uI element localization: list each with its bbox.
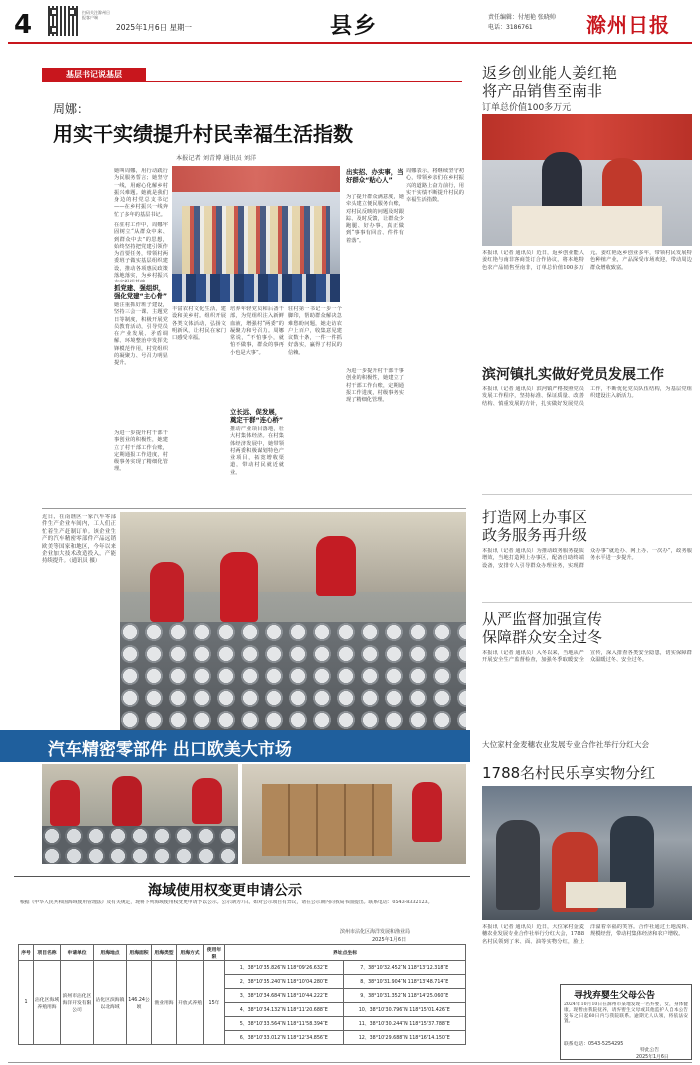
coord-3: 4、38°10'34.132″N 118°11'20.688″E <box>225 1003 344 1017</box>
notice-title: 海域使用权变更申请公示 <box>148 883 302 899</box>
lost-notice-title: 寻找弃婴生父母公告 <box>574 991 656 1001</box>
column-banner-label: 基层书记说基层 <box>66 70 122 79</box>
coord-6: 7、38°10'32.452″N 118°13'12.318″E <box>343 961 466 975</box>
page-header <box>0 0 700 44</box>
coord-2: 3、38°10'34.684″N 118°10'44.222″E <box>225 989 344 1003</box>
notice-th-0: 序号 <box>19 945 34 961</box>
right-bottom-body: 本报讯（记者 通讯员）近日，大位家村金麦穗农业发展专业合作社举行分红大会，1788名村民领到了米、面、油等实物分红，脸上洋溢着幸福的笑容。合作社通过土地流转、规模经营，带动村集体经济和农户增收。 <box>482 924 692 945</box>
coord-4: 5、38°10'33.564″N 118°11'58.394″E <box>225 1017 344 1031</box>
phone-number: 电话：3186761 <box>488 24 533 31</box>
column-banner <box>42 68 146 81</box>
lead-photo <box>172 166 340 302</box>
qr-caption: 扫码关注滁州日报客户端 <box>82 10 110 20</box>
header-rule <box>8 42 692 44</box>
lost-notice-issuer: 特此公告 <box>640 1048 660 1053</box>
coord-5: 6、38°10'33.012″N 118°12'34.856″E <box>225 1031 344 1045</box>
table-row <box>19 961 466 975</box>
lead-body-5: 推动产业项目落地，壮大村集体经济。在村集体经济发展中，她带领村两委积极谋划特色产业项目，拓宽增收渠道，带动村民就近就业。 <box>230 426 284 476</box>
right-top-body: 本报讯（记者 通讯员）近日，返乡创业能人姜红艳与南非客商签订合作协议，将本地特色农产品销售至南非，订单总价值100多万元。姜红艳返乡创业多年，带领村民发展特色种植产业，产品深受市场欢迎，带动周边群众增收致富。 <box>482 250 692 271</box>
lost-notice-body: 2024年10月10日在滁州市某地发现一名弃婴，女，身体健康。现暂由我院抚养，请弃婴生父母或其他监护人自本公告发布之日起60日内与我院联系。逾期无人认领，将依法安置。 <box>564 1002 688 1025</box>
lead-body-7: 驻村第一书记一步一个脚印，帮助群众解决急难愁盼问题，她走访农户上百户，收集意见建议数十条，一件一件抓好落实，赢得了村民的信赖。 <box>288 306 342 356</box>
notice-body: 根据《中华人民共和国海域使用管理法》及有关规定，现将下列海域使用权变更申请予以公示。公示期为7日。如对公示项目有异议，请在公示期内向我局书面提出。联系电话：0543-8332123。 <box>20 900 433 905</box>
notice-th-1: 项目名称 <box>34 945 61 961</box>
lead-byline: 本报记者 刘青博 通讯员 刘洋 <box>176 155 257 162</box>
editor-credit: 责任编辑：付旭艳 张晓帅 <box>488 14 556 21</box>
lead-body-9: 周娜表示，将继续坚守初心，带领乡亲们在乡村振兴的道路上奋力前行，用实干实绩不断提升村民的幸福生活指数。 <box>406 168 464 204</box>
publish-date: 2025年1月6日 星期一 <box>116 23 193 32</box>
notice-th-5: 用海类型 <box>152 945 177 961</box>
coord-11: 12、38°10'29.688″N 118°16'14.150″E <box>343 1031 466 1045</box>
notice-td-3: 沾化区滨海镇以北海域 <box>94 961 127 1045</box>
auto-parts-caption: 近日，在南谯区一家汽车零部件生产企业车间内，工人们正忙着生产赶制订单。该企业生产的汽车精密零部件产品远销欧美等国家和地区，今年以来企业加大技术改造投入，产能持续提升。（通讯员 摄） <box>42 514 116 565</box>
lead-subhead-3: 出实招、办实事，当好群众“贴心人” <box>346 168 404 184</box>
coord-0: 1、38°10'35.826″N 118°09'26.632″E <box>225 961 344 975</box>
auto-parts-photo-3 <box>242 764 466 864</box>
lead-subhead-2: 立长远、促发展，奠定干群“连心桥” <box>230 408 284 424</box>
notice-td-6: 开放式养殖 <box>177 961 204 1045</box>
lead-intro: 她叫周娜，用行动践行为民服务誓言；她坚守一线，用耐心化解乡村振兴难题。她就是我们身边的村党总支书记——在乡村振兴一线奔忙了多年的基层书记。 <box>114 168 168 218</box>
coord-1: 2、38°10'35.240″N 118°10'04.280″E <box>225 975 344 989</box>
notice-th-2: 申请单位 <box>61 945 94 961</box>
auto-parts-main-photo <box>120 512 466 730</box>
notice-issuer: 滨州市沾化区海洋发展和渔业局 <box>340 929 411 935</box>
notice-table <box>18 944 466 1045</box>
lead-body-4: 培养年轻党员和后备干部，为党组织注入新鲜血液，增强村“两委”的凝聚力和号召力。周娜常说，“不怕事小，就怕不做事，群众的事再小也是大事”。 <box>230 306 284 356</box>
right-top-headline-1: 返乡创业能人姜红艳 <box>482 64 618 82</box>
page-number: 4 <box>14 10 33 40</box>
right-rule-1 <box>482 494 692 495</box>
lead-kicker: 周娜： <box>53 102 90 116</box>
right-mid3-headline-2: 保障群众安全过冬 <box>482 628 603 646</box>
coord-7: 8、38°10'31.904″N 118°13'48.714″E <box>343 975 466 989</box>
paper-logo: 滁州日报 <box>586 13 670 37</box>
right-mid2-body: 本报讯（记者 通讯员）为推动政务服务提质增效，当地打造网上办事区，配备自助终端设备，安排专人引导群众办理业务，实现群众办事“就近办、网上办、一次办”，政务服务水平进一步提升。 <box>482 548 692 569</box>
footer-rule <box>8 1062 692 1063</box>
notice-td-2: 滨州市沾化区海洋开发有限公司 <box>61 961 94 1045</box>
right-bottom-photo <box>482 786 692 920</box>
right-mid2-headline-1: 打造网上办事区 <box>482 508 588 526</box>
banner-rule <box>42 81 462 82</box>
notice-th-8: 界址点坐标 <box>225 945 466 961</box>
coord-10: 11、38°10'30.244″N 118°15'37.788″E <box>343 1017 466 1031</box>
right-mid2-headline-2: 政务服务再升级 <box>482 526 588 544</box>
lead-body-8: 为了提升群众满意度，她牵头建立便民服务台账，对村民反映的问题及时跟踪、及时反馈，让群众少跑腿、好办事，真正做到“事事有回音、件件有着落”。 <box>346 194 404 244</box>
coord-8: 9、38°10'31.352″N 118°14'25.060″E <box>343 989 466 1003</box>
notice-th-7: 使用年限 <box>204 945 225 961</box>
lead-body-1: 在驻村工作中，周娜牢固树立“从群众中来、到群众中去”的思想，始终坚持把党建引领作为首要任务，带领村两委班子做实基层组织建设，推动各项惠民政策落地落实，为乡村振兴 <box>114 222 168 280</box>
notice-top-rule <box>14 876 470 877</box>
coord-9: 10、38°10'30.796″N 118°15'01.426″E <box>343 1003 466 1017</box>
notice-td-0: 1 <box>19 961 34 1045</box>
notice-th-4: 用海面积 <box>127 945 152 961</box>
right-bottom-headline: 1788名村民乐享实物分红 <box>482 764 656 782</box>
notice-date: 2025年1月6日 <box>372 937 407 943</box>
lead-body-9b: 为进一步提升村干部干事创业的积极性，她建立了村干部工作台账，定期通报工作进度，村级事务实现了精细化管理。 <box>346 368 404 404</box>
right-top-photo <box>482 114 692 246</box>
notice-td-5: 渔业用海 <box>152 961 177 1045</box>
lost-notice-contact: 联系电话：0543-5254295 <box>564 1042 624 1047</box>
lost-notice-date: 2025年1月6日 <box>636 1055 669 1060</box>
notice-th-6: 用海方式 <box>177 945 204 961</box>
right-mid1-body: 本报讯（记者 通讯员）滨河镇严格按照党员发展工作程序，坚持标准、保证质量、改善结构、慎重发展的方针，扎实做好发展党员工作，不断优化党员队伍结构，为基层党组织建设注入新活力。 <box>482 386 692 407</box>
right-mid1-headline: 滨河镇扎实做好党员发展工作 <box>482 367 664 383</box>
right-rule-2 <box>482 602 692 603</box>
lead-headline: 用实干实绩提升村民幸福生活指数 <box>53 122 353 146</box>
auto-parts-headline: 汽车精密零部件 出口欧美大市场 <box>48 740 292 760</box>
qr-code-icon <box>48 6 78 36</box>
notice-td-4: 146.24公顷 <box>127 961 152 1045</box>
notice-td-7: 15年 <box>204 961 225 1045</box>
lead-body-2: 她注重抓好班子建设，坚持三会一课、主题党日等制度，积极开展党员教育活动，引导党员在产业发展、矛盾调解、环境整治中发挥先锋模范作用，村党组织的凝聚力、号召力明显提升。 <box>114 302 168 367</box>
notice-td-1: 沾化区海域养殖用海 <box>34 961 61 1045</box>
right-mid3-headline-1: 从严监督加强宣传 <box>482 610 603 628</box>
notice-th-3: 用海地点 <box>94 945 127 961</box>
right-mid3-body: 本报讯（记者 通讯员）入冬以来，当地从严开展安全生产监督检查，加强冬季取暖安全宣传，深入排查各类安全隐患，切实保障群众温暖过冬、安全过冬。 <box>482 650 692 664</box>
right-bottom-kicker: 大位家村金麦穗农业发展专业合作社举行分红大会 <box>482 740 650 749</box>
right-top-subhead: 订单总价值100多万元 <box>482 103 572 113</box>
lead-body-3: 为进一步提升村干部干事创业的积极性，她建立了村干部工作台账，定期通报工作进度，村级事务实现了精细化管理。 <box>114 430 168 473</box>
lead-subhead-1: 抓党建、强组织，强化党建“主心骨” <box>114 284 168 300</box>
auto-parts-photo-2 <box>42 764 238 864</box>
right-top-headline-2: 将产品销售至南非 <box>482 82 603 100</box>
lead-body-6: 丰富农村文化生活，建设和美乡村。组织开展各类文体活动，弘扬文明新风，让村民在家门口感受幸福。 <box>172 306 226 342</box>
section-title: 县乡 <box>330 14 379 39</box>
section-divider <box>42 508 466 509</box>
